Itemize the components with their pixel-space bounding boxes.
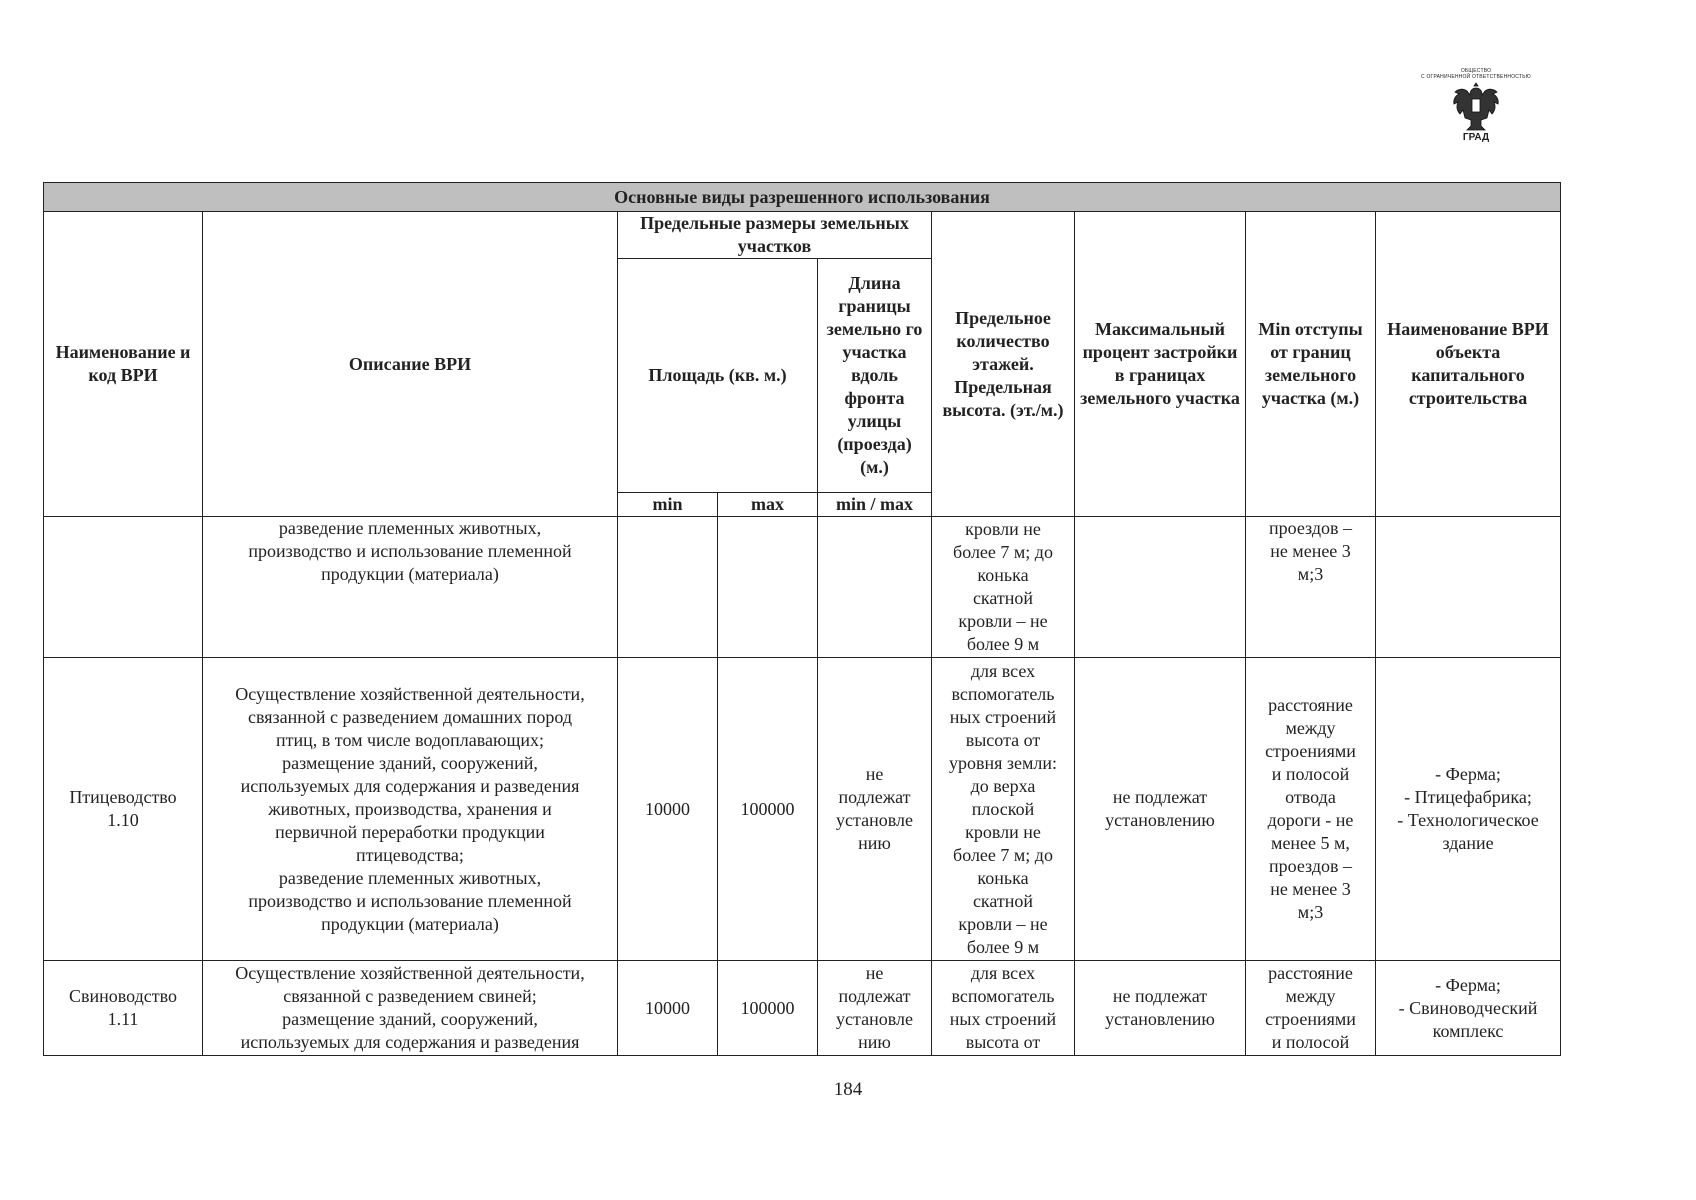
cell-area-max <box>718 517 818 658</box>
logo-org-line2: С ОГРАНИЧЕННОЙ ОТВЕТСТВЕННОСТЬЮ <box>1421 74 1531 80</box>
header-floors-height: Предельное количество этажей. Предельная высота. (эт./м.) <box>932 212 1075 517</box>
cell-object-name: - Ферма; - Птицефабрика; - Технологическое здание <box>1376 658 1561 961</box>
table-row <box>44 961 1561 1056</box>
logo-name: ГРАД <box>1462 132 1490 143</box>
header-max-percent: Максимальный процент застройки в границах земельного участка <box>1075 212 1246 517</box>
logo-org-line1: ОБЩЕСТВО <box>1460 68 1492 74</box>
cell-frontage <box>818 517 932 658</box>
cell-description: Осуществление хозяйственной деятельности, связанной с разведением домашних пород птиц, в том числе водоплавающих; размещение зданий, сооружений, используемых для содержания и разведения животных, производства, хранения и первичной переработки продукции птицеводства; разведение племенных животных, производство и использование племенной продукции (материала) <box>203 658 618 961</box>
table-row <box>44 517 1561 658</box>
page-number: 184 <box>833 1079 863 1100</box>
cell-min-setback: расстояние между строениями и полосой <box>1246 961 1376 1056</box>
cell-max-percent: не подлежат установлению <box>1075 658 1246 961</box>
cell-area-min <box>618 517 718 658</box>
cell-floors-height: для всех вспомогатель ных строений высота от уровня земли: до верха плоской кровли не более 7 м; до конька скатной кровли – не более 9 м <box>932 658 1075 961</box>
header-area: Площадь (кв. м.) <box>618 259 818 493</box>
header-name-code: Наименование и код ВРИ <box>44 212 203 517</box>
header-description: Описание ВРИ <box>203 212 618 517</box>
cell-name-code: Птицеводство 1.10 <box>44 658 203 961</box>
cell-area-min: 10000 <box>618 961 718 1056</box>
header-area-min: min <box>618 493 718 517</box>
header-frontage: Длина границы земельно го участка вдоль фронта улицы (проезда) (м.) <box>818 259 932 493</box>
table-row <box>44 658 1561 961</box>
double-headed-eagle-icon <box>1449 82 1503 132</box>
cell-min-setback: проездов – не менее 3 м;3 <box>1246 517 1376 658</box>
cell-description: Осуществление хозяйственной деятельности, связанной с разведением свиней; размещение зданий, сооружений, используемых для содержания и разведения <box>203 961 618 1056</box>
cell-name-code: Свиноводство 1.11 <box>44 961 203 1056</box>
cell-area-max: 100000 <box>718 658 818 961</box>
header-plot-sizes: Предельные размеры земельных участков <box>618 212 932 259</box>
cell-area-max: 100000 <box>718 961 818 1056</box>
header-area-max: max <box>718 493 818 517</box>
cell-max-percent <box>1075 517 1246 658</box>
cell-frontage: не подлежат установле нию <box>818 658 932 961</box>
cell-max-percent: не подлежат установлению <box>1075 961 1246 1056</box>
cell-name-code <box>44 517 203 658</box>
cell-floors-height: для всех вспомогатель ных строений высота от <box>932 961 1075 1056</box>
header-object-name: Наименование ВРИ объекта капитального строительства <box>1376 212 1561 517</box>
header-min-setback: Min отступы от границ земельного участка (м.) <box>1246 212 1376 517</box>
cell-min-setback: расстояние между строениями и полосой отвода дороги - не менее 5 м, проездов – не менее 3 м;3 <box>1246 658 1376 961</box>
cell-floors-height: кровли не более 7 м; до конька скатной кровли – не более 9 м <box>932 517 1075 658</box>
cell-object-name: - Ферма; - Свиноводческий комплекс <box>1376 961 1561 1056</box>
cell-frontage: не подлежат установле нию <box>818 961 932 1056</box>
cell-object-name <box>1376 517 1561 658</box>
company-logo <box>1395 68 1557 158</box>
header-frontage-minmax: min / max <box>818 493 932 517</box>
permitted-use-table <box>43 182 1561 1056</box>
cell-description: разведение племенных животных, производство и использование племенной продукции (материала) <box>203 517 618 658</box>
table-title: Основные виды разрешенного использования <box>44 183 1561 212</box>
cell-area-min: 10000 <box>618 658 718 961</box>
